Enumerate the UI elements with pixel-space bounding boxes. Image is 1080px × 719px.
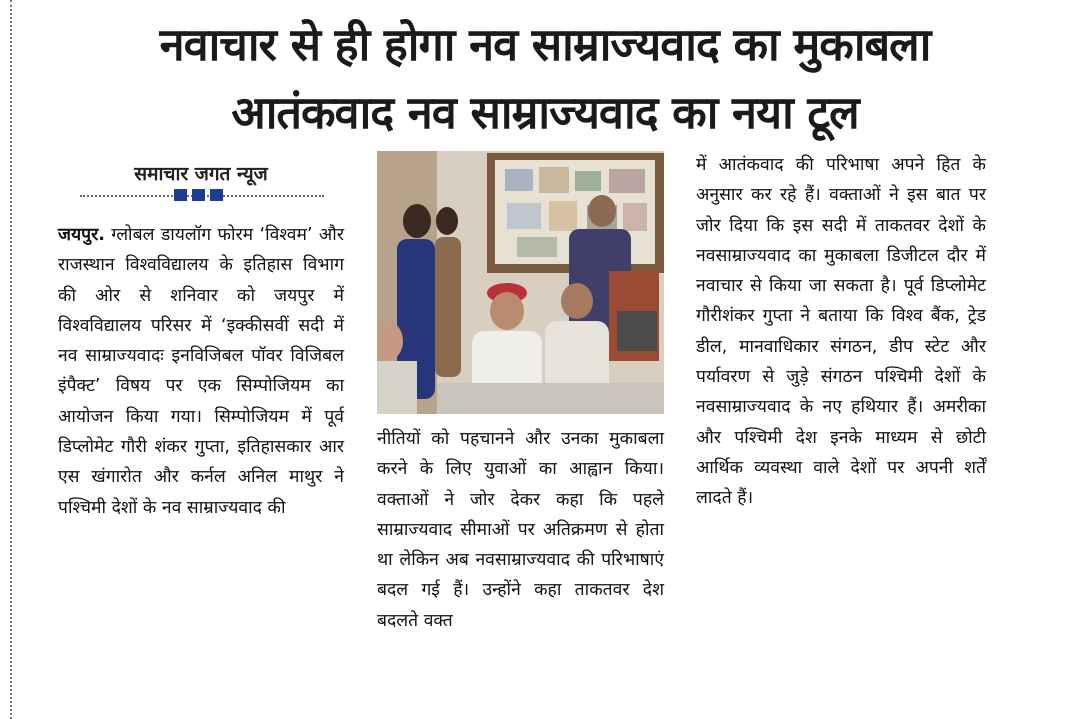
column-2-text: नीतियों को पहचानने और उनका मुकाबला करने के लिए युवाओं का आह्वान किया। वक्ताओं ने जोर देकर कहा कि पहले साम्राज्यवाद सीमाओं पर अतिक्रमण से होता था लेकिन अब नवसाम्राज्यवाद की परिभाषाएं बदल गई हैं। उन्होंने कहा ताकतवर देश बदलते वक्त [377,429,664,631]
event-photo [377,151,664,414]
event-photo-illustration [377,151,664,414]
dateline: जयपुर. [58,225,105,245]
margin-rule [10,0,12,719]
article-column-2 [377,424,664,636]
byline-ornament [174,189,223,201]
headline-line-2: आतंकवाद नव साम्राज्यवाद का नया टूल [231,86,859,139]
column-1-text: ग्लोबल डायलॉग फोरम ‘विश्वम’ और राजस्थान विश्वविद्यालय के इतिहास विभाग की ओर से शनिवार को जयपुर में विश्वविद्यालय परिसर में ‘इक्कीसवीं सदी में नव साम्राज्यवादः इनविजिबल पॉवर विजिबल इंपैक्ट’ विषय पर एक सिम्पोजियम का आयोजन किया गया। सिम्पोजियम में पूर्व डिप्लोमेट गौरी शंकर गुप्ता, इतिहासकार आर एस खंगारोत और कर्नल अनिल माथुर ने पश्चिमी देशों के नव साम्राज्यवाद की [58,225,344,518]
ornament-square [174,189,187,201]
ornament-square [210,189,223,201]
column-1-paragraph [58,220,344,523]
column-3-text: में आतंकवाद की परिभाषा अपने हित के अनुसार कर रहे हैं। वक्ताओं ने इस बात पर जोर दिया कि इस सदी में ताकतवर देशों के नवसाम्राज्यवाद का मुकाबला डिजीटल दौर में नवाचार से किया जा सकता है। पूर्व डिप्लोमेट गौरीशंकर गुप्ता ने बताया कि विश्व बैंक, ट्रेड डील, मानवाधिकार संगठन, डीप स्टेट और पर्यावरण से जुड़े संगठन पश्चिमी देशों के नवसाम्राज्यवाद के नए हथियार हैं। अमरीका और पश्चिमी देश इनके माध्यम से छोटी आर्थिक व्यवस्था वाले देशों पर अपनी शर्तें लादते हैं। [696,155,986,509]
article-column-1 [58,220,344,523]
article-column-3 [696,150,986,514]
byline: समाचार जगत न्यूज [134,163,268,185]
ornament-square [192,189,205,201]
headline-line-1: नवाचार से ही होगा नव साम्राज्यवाद का मुकाबला [159,18,931,71]
